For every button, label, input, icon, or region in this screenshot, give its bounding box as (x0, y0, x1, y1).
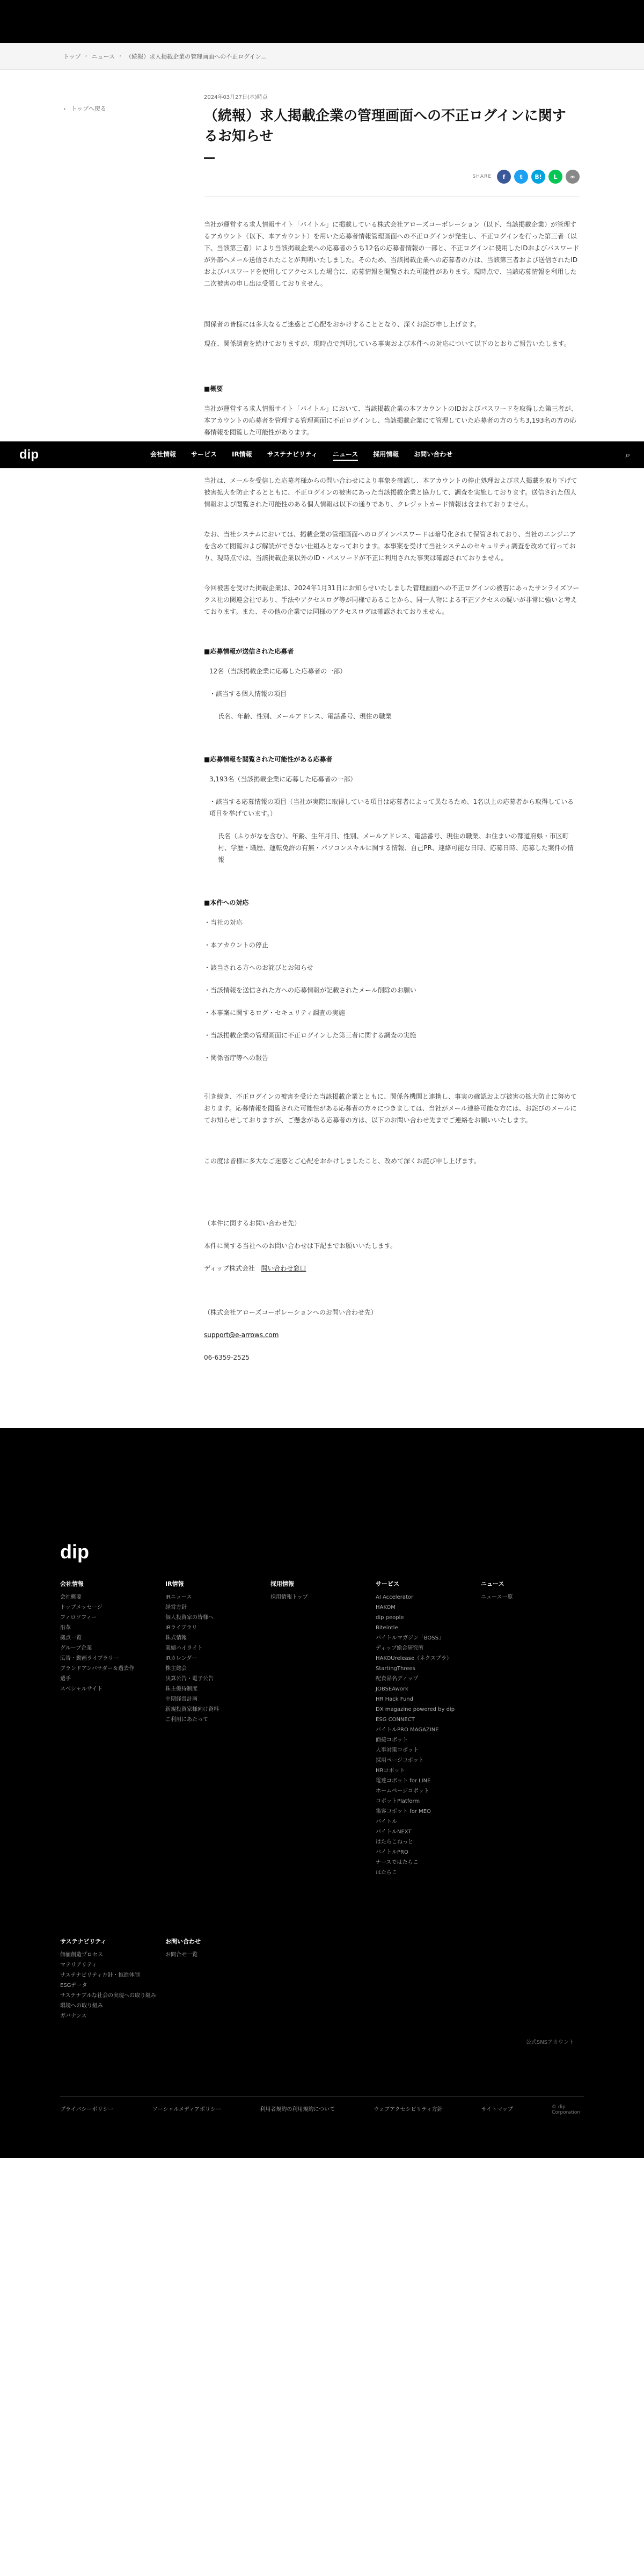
list-item: ・当該情報を送信された方への応募情報が記載されたメール削除のお願い (204, 986, 416, 994)
contact2-phone: 06-6359-2525 (204, 1354, 250, 1361)
footer-link[interactable]: IRニュース (165, 1594, 192, 1600)
viewed-heading: ■応募情報を閲覧された可能性がある応募者 (204, 756, 333, 763)
footer-link[interactable]: 電達コボット for LINE (376, 1778, 431, 1784)
footer-link[interactable]: 配食品名ディップ (376, 1676, 419, 1682)
footer-link[interactable]: バイトルNEXT (376, 1829, 412, 1835)
footer-link[interactable]: 業績ハイライト (165, 1645, 203, 1651)
footer-link[interactable]: ESG CONNECT (376, 1717, 415, 1723)
footer-bottom-link[interactable]: 利用者規約の利用規約について (260, 2107, 335, 2113)
footer-link[interactable]: 個人投資家の皆様へ (165, 1615, 214, 1621)
main-content (0, 70, 644, 1363)
footer-link[interactable]: ニュース一覧 (481, 1594, 513, 1600)
nav-company[interactable]: 会社情報 (150, 450, 177, 458)
footer-link[interactable]: ホームページコボット (376, 1788, 429, 1794)
footer-column (60, 1579, 165, 1878)
footer-link[interactable]: ガバナンス (60, 2013, 87, 2019)
footer-link[interactable]: サステナブルな社会の実現への取り組み (60, 1993, 156, 1999)
list-item: ・該当される方へのお詫びとお知らせ (204, 964, 313, 971)
footer-link[interactable]: トップメッセージ (60, 1605, 103, 1610)
contact2-email-row (204, 1329, 580, 1341)
footer-link[interactable]: HR Hack Fund (376, 1696, 413, 1702)
footer-link[interactable]: 集客コボット for MEO (376, 1809, 431, 1815)
footer-link[interactable]: DX magazine powered by dip (376, 1707, 455, 1713)
article (204, 70, 580, 438)
footer-link[interactable]: 決算公告・電子公告 (165, 1676, 214, 1682)
footer-link[interactable]: バイトルマガジン「BOSS」 (376, 1635, 444, 1641)
footer-column-title[interactable]: サービス (376, 1580, 399, 1587)
footer-link[interactable]: 経営方針 (165, 1605, 187, 1610)
chevron-left-icon: ‹ (63, 105, 66, 112)
footer-link[interactable]: ご利用にあたって (165, 1717, 208, 1723)
footer-link[interactable]: 拠点一覧 (60, 1635, 82, 1641)
breadcrumb-home[interactable]: トップ (63, 53, 81, 60)
intro-paragraph: 当社が運営する求人情報サイト「バイトル」に掲載している株式会社アローズコーポレーション（以下、当該掲載企業）が管理するアカウント（以下、本アカウント）を用いた応募者情報管理画面への不正ログインが発生し、不正ログインを行った第三者（以下、当該第三者）により当該掲載企業への応募者のうち12名の応募者情報の一部と、不正ログインに使用したIDおよびパスワードが外部へメール送信されたことが判明いたしました。そのため、当該掲載企業への応募者の方は、当該第三者および送信されたIDおよびパスワードを使用してアクセスした場合に、応募情報を閲覧された可能性があります。現時点で、当該応募情報を利用した二次被害の申し出は受領しておりません。 (204, 221, 580, 287)
footer-link[interactable]: コボットPlatform (376, 1798, 420, 1804)
dip-logo[interactable]: dip (19, 447, 39, 462)
contact2-heading: （株式会社アローズコーポレーションへのお問い合わせ先） (204, 1309, 377, 1316)
nav-sustainability[interactable]: サステナビリティ (267, 450, 318, 458)
footer-link[interactable]: dip people (376, 1615, 404, 1621)
footer-link[interactable]: IRカレンダー (165, 1656, 197, 1661)
footer-link[interactable]: グループ企業 (60, 1645, 92, 1651)
overview-heading: ■概要 (204, 385, 223, 393)
list-item: ・本事案に関するログ・セキュリティ調査の実施 (204, 1009, 345, 1017)
footer-dip-logo[interactable]: dip (60, 1541, 89, 1563)
footer-link[interactable]: バイトルPRO MAGAZINE (376, 1727, 439, 1733)
nav-items (150, 449, 612, 461)
back-to-top-link[interactable] (63, 104, 106, 113)
sns-label[interactable]: 公式SNSアカウント (525, 2040, 574, 2045)
footer-bottom-link[interactable]: ソーシャルメディアポリシー (152, 2107, 222, 2113)
intro-paragraph: 関係者の皆様には多大なるご迷惑とご心配をおかけすることとなり、深くお詫び申し上げます。 (204, 321, 481, 328)
footer-link[interactable]: HAKOM (376, 1605, 396, 1610)
sent-count: 12名（当該掲載企業に応募した応募者の一部） (209, 667, 347, 675)
footer (0, 1428, 644, 2158)
nav-service[interactable]: サービス (191, 450, 217, 458)
overview-paragraph: なお、当社システムにおいては、掲載企業の管理画面へのログインパスワードは暗号化されて保管されており、当社のエンジニアを含めて閲覧および解読ができない仕組みとなっております。本事案を受けて当社システムのセキュリティ調査を改めて行っており、現時点では、当該掲載企業以外のID・パスワードが不正に利用された事実は確認されておりません。 (204, 531, 576, 562)
overview-paragraph: 当社が運営する求人情報サイト「バイトル」において、当該掲載企業の本アカウントのIDおよびパスワードを取得した第三者が、本アカウントの応募者を管理する管理画面に不正ログインし、当該掲載企業にて管理していた応募者の方のうち3,193名の方の応募情報を閲覧した可能性があります。 (204, 405, 577, 436)
footer-link[interactable]: 選手 (60, 1676, 71, 1682)
closing-paragraph: 引き続き、不正ログインの被害を受けた当該掲載企業とともに、関係各機関と連携し、事実の確認および被害の拡大防止に努めております。応募情報を閲覧された可能性がある応募者の方々につきましては、当社がメール連絡可能な方には、お詫びのメールにてお知らせしておりますが、ご懸念がある応募者の方は、以下のお問い合わせ先までご連絡をお願いいたします。 (204, 1093, 577, 1124)
sent-items: 氏名、年齢、性別、メールアドレス、電話番号、現住の職業 (218, 713, 392, 720)
contact1-heading: （本件に関するお問い合わせ先） (204, 1220, 301, 1227)
twitter-icon[interactable]: t (514, 170, 528, 184)
list-item: ・関係省庁等への報告 (204, 1054, 269, 1062)
footer-column (165, 1579, 270, 1878)
viewed-items: 氏名（ふりがなを含む）、年齢、生年月日、性別、メールアドレス、電話番号、現住の職業、お住まいの都道府県・市区町村、学歴・職歴、運転免許の有無・パソコンスキルに関する情報、自己PR、連絡可能な日時、応募日時、応募した案件の情報 (218, 832, 574, 863)
footer-column-title[interactable]: サステナビリティ (60, 1938, 107, 1945)
contact1-company-row (204, 1262, 580, 1274)
line-icon[interactable]: L (548, 170, 562, 184)
breadcrumb (0, 43, 644, 70)
overview-paragraph: 当社は、メールを受信した応募者様からの問い合わせにより事象を確認し、本アカウントの停止処理および求人掲載を取り下げて被害拡大を防止するとともに、不正ログインの被害にあった当該掲載企業と協力して、調査を実施しております。送信された個人情報および閲覧された可能性のある個人情報は以下の通りであり、クレジットカード情報は含まれておりません。 (204, 477, 577, 508)
footer-columns (0, 1579, 644, 1878)
search-icon[interactable]: ⌕ (625, 449, 631, 460)
list-item: ・本アカウントの停止 (204, 941, 268, 949)
footer-column-title[interactable]: お問い合わせ (165, 1938, 201, 1945)
footer-link[interactable]: 新規投資家様向け資料 (165, 1707, 219, 1713)
back-label: トップへ戻る (71, 105, 106, 112)
footer-link[interactable]: 沿革 (60, 1625, 71, 1631)
footer-link[interactable]: 面接コボット (376, 1737, 408, 1743)
list-item: ・当社の対応 (204, 919, 243, 926)
contact-email-link[interactable]: support@e-arrows.com (204, 1331, 279, 1339)
contact-window-link[interactable]: 問い合わせ窓口 (261, 1265, 306, 1272)
chevron-right-icon: › (85, 53, 87, 59)
intro-paragraph: 現在、関係調査を続けておりますが、現時点で判明している事実および本件への対応について以下のとおりご報告いたします。 (204, 340, 570, 347)
sent-heading: ■応募情報が送信された応募者 (204, 648, 294, 655)
footer-link[interactable]: バイトル (376, 1819, 397, 1825)
footer-link[interactable]: バイトルPRO (376, 1849, 408, 1855)
top-black-bar (0, 0, 644, 43)
footer-link[interactable]: 採用情報トップ (270, 1594, 308, 1600)
share-bar (204, 170, 580, 197)
contact1-company: ディップ株式会社 (204, 1265, 255, 1272)
footer-link[interactable]: 会社概要 (60, 1594, 82, 1600)
overview-paragraph: 今回被害を受けた掲載企業は、2024年1月31日にお知らせいたしました管理画面への不正ログインの被害にあったサンライズワークス社の関連会社であり、手法やアクセスログ等が同様であることから、同一人物による不正アクセスの疑いが非常に強いと考えております。また、その他の企業では同様のアクセスログは確認されておりません。 (204, 584, 580, 615)
article-date: 2024年03月27日(水)時点 (204, 95, 268, 100)
footer-link[interactable]: はたらこねっと (376, 1839, 413, 1845)
page-title: （続報）求人掲載企業の管理画面への不正ログインに関するお知らせ (204, 108, 566, 144)
footer-link[interactable]: 人事対策コボット (376, 1747, 419, 1753)
footer-link[interactable]: Biteintle (376, 1625, 398, 1631)
footer-bottom-link[interactable]: プライバシーポリシー (60, 2107, 114, 2113)
share-label: SHARE (472, 174, 492, 179)
footer-link[interactable]: JOBSEAwork (376, 1686, 408, 1692)
breadcrumb-news[interactable]: ニュース (91, 53, 115, 60)
footer-link[interactable]: 価値創造プロセス (60, 1952, 103, 1958)
nav-recruit[interactable]: 採用情報 (373, 450, 399, 458)
footer-link[interactable]: 採用ページコボット (376, 1758, 424, 1764)
footer-link[interactable]: 中期経営計画 (165, 1696, 197, 1702)
viewed-items-label: ・該当する応募情報の項目（当社が実際に取得している項目は応募者によって異なるため、1名以上の応募者から取得している項目を挙げています。） (209, 798, 574, 817)
footer-link[interactable]: IRライブラリ (165, 1625, 197, 1631)
footer-link[interactable]: スペシャルサイト (60, 1686, 103, 1692)
footer-column (60, 1937, 165, 2021)
footer-link[interactable]: 環境への取り組み (60, 2003, 103, 2009)
footer-bottom-link[interactable]: サイトマップ (481, 2107, 513, 2113)
footer-bottom (60, 2096, 584, 2115)
copyright: © dip Corporation (551, 2105, 581, 2115)
footer-link[interactable]: 株式情報 (165, 1635, 187, 1641)
footer-column-title[interactable]: IR情報 (165, 1580, 184, 1587)
footer-column-title[interactable]: 採用情報 (270, 1580, 294, 1587)
closing-paragraph: この度は皆様に多大なご迷惑とご心配をおかけしましたこと、改めて深くお詫び申し上げます。 (204, 1157, 481, 1165)
footer-link[interactable]: マテリアリティ (60, 1962, 97, 1968)
footer-link[interactable]: 広告・動画ライブラリー (60, 1656, 119, 1661)
breadcrumb-current: （続報）求人掲載企業の管理画面への不正ログイン... (126, 53, 267, 60)
footer-link[interactable]: ナースではたらこ (376, 1860, 419, 1866)
article-continued (204, 469, 580, 1363)
link-icon[interactable]: ∞ (566, 170, 580, 184)
footer-link[interactable]: ESGデータ (60, 1983, 87, 1989)
chevron-right-icon: › (119, 53, 122, 59)
facebook-icon[interactable]: f (497, 170, 511, 184)
contact1-text: 本件に関する当社へのお問い合わせは下記までお願いいたします。 (204, 1242, 397, 1250)
footer-link[interactable]: AI Accelerator (376, 1594, 414, 1600)
footer-link[interactable]: フィロソフィー (60, 1615, 97, 1621)
footer-link[interactable]: サステナビリティ方針・推進体制 (60, 1972, 140, 1978)
title-underline (204, 157, 215, 159)
footer-link[interactable]: ブランドアンバサダー＆過去作 (60, 1666, 135, 1672)
footer-column (376, 1579, 481, 1878)
sticky-nav (0, 441, 644, 468)
footer-link[interactable]: はたらこ (376, 1870, 397, 1876)
footer-link[interactable]: StartingThrees (376, 1666, 415, 1672)
footer-link[interactable]: お問合せ一覧 (165, 1952, 197, 1958)
footer-column (270, 1579, 376, 1878)
footer-link[interactable]: 株主総会 (165, 1666, 187, 1672)
list-item: ・当該掲載企業の管理画面に不正ログインした第三者に関する調査の実施 (204, 1032, 416, 1039)
footer-link[interactable]: 株主優待制度 (165, 1686, 197, 1692)
footer-link[interactable]: ディップ総合研究所 (376, 1645, 424, 1651)
nav-ir[interactable]: IR情報 (232, 450, 252, 458)
footer-column (165, 1937, 270, 2021)
footer-link[interactable]: HRコボット (376, 1768, 405, 1774)
hatena-icon[interactable]: B! (531, 170, 545, 184)
footer-column-title[interactable]: 会社情報 (60, 1580, 84, 1587)
response-heading: ■本件への対応 (204, 899, 249, 906)
footer-column-title[interactable]: ニュース (481, 1580, 504, 1587)
footer-bottom-link[interactable]: ウェブアクセシビリティ方針 (374, 2107, 443, 2113)
nav-contact[interactable]: お問い合わせ (414, 450, 453, 458)
viewed-count: 3,193名（当該掲載企業に応募した応募者の一部） (209, 775, 357, 783)
sent-items-label: ・該当する個人情報の項目 (209, 690, 287, 698)
footer-link[interactable]: HAKOUrelease（ネクスプラ） (376, 1656, 452, 1661)
footer-columns-secondary (0, 1937, 644, 2021)
footer-column (481, 1579, 586, 1878)
nav-news[interactable]: ニュース (333, 449, 358, 461)
